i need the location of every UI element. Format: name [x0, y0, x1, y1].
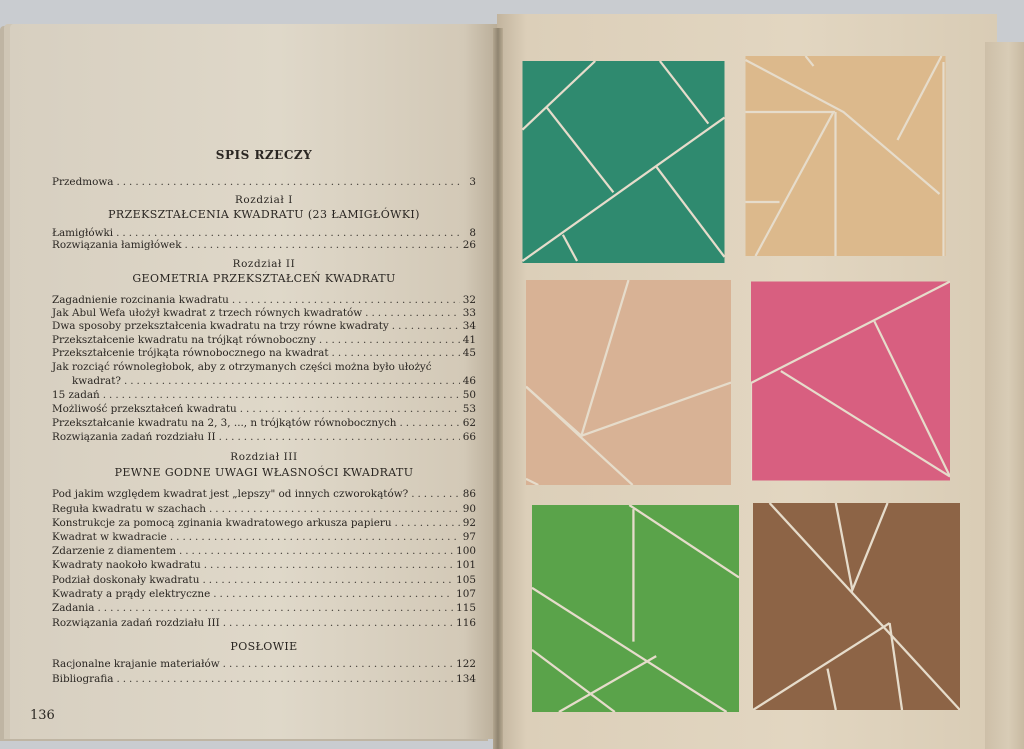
afterword-title: POSŁOWIE [230, 640, 298, 653]
toc-entry: kwadrat? ..... 46 [72, 375, 476, 387]
tile-pink-svg [751, 281, 950, 481]
tile-tan-svg [744, 56, 947, 256]
toc-entry: Przekształcenie kwadratu na trójkąt równoboczny ..... 41 [52, 334, 476, 346]
toc-entry: Rozwiązania zadań rozdziału II ..... 66 [52, 431, 476, 443]
toc-entry: Bibliografia ..... 134 [52, 673, 476, 685]
puzzle-tile-tan [744, 56, 947, 256]
toc-entry: Kwadraty a prądy elektryczne ..... 107 [52, 588, 476, 600]
tile-brown-svg [753, 503, 960, 710]
toc-title: SPIS RZECZY [215, 148, 313, 162]
chapter-title: PRZEKSZTAŁCENIA KWADRATU (23 ŁAMIGŁÓWKI) [108, 208, 420, 221]
puzzle-tile-pink [751, 281, 950, 481]
chapter-number: Rozdział II [232, 258, 296, 270]
toc-entry: Zdarzenie z diamentem ..... 100 [52, 545, 476, 557]
tile-teal-svg [522, 61, 725, 263]
puzzle-tile-brown [753, 503, 960, 710]
puzzle-tile-green [530, 505, 741, 712]
toc-entry: Rozwiązania zadań rozdziału III ..... 116 [52, 617, 476, 629]
toc-entry: Konstrukcje za pomocą zginania kwadratowego arkusza papieru ..... 92 [52, 517, 476, 529]
chapter-title: PEWNE GODNE UWAGI WŁASNOŚCI KWADRATU [114, 466, 414, 479]
tile-green-svg [530, 505, 741, 712]
toc-entry: Kwadraty naokoło kwadratu ..... 101 [52, 559, 476, 571]
toc-entry: Podział doskonały kwadratu ..... 105 [52, 574, 476, 586]
toc-entry: Pod jakim względem kwadrat jest „lepszy" od innych czworokątów? ..... 86 [52, 488, 476, 500]
page-number: 136 [30, 708, 55, 723]
toc-entry: Przekształcanie kwadratu na 2, 3, ..., n trójkątów równobocznych ..... 62 [52, 417, 476, 429]
toc-entry-preface: Przedmowa ..... 3 [52, 176, 476, 188]
toc-entry: Racjonalne krajanie materiałów ..... 122 [52, 658, 476, 670]
toc-entry: Kwadrat w kwadracie ..... 97 [52, 531, 476, 543]
toc-entry: Rozwiązania łamigłówek ..... 26 [52, 239, 476, 251]
toc-entry: Dwa sposoby przekształcenia kwadratu na trzy równe kwadraty ..... 34 [52, 320, 476, 332]
toc-entry: 15 zadań ..... 50 [52, 389, 476, 401]
toc-entry: Zadania ..... 115 [52, 602, 476, 614]
toc-entry: Łamigłówki ..... 8 [52, 227, 476, 239]
toc-entry: Zagadnienie rozcinania kwadratu ..... 32 [52, 294, 476, 306]
chapter-number: Rozdział I [235, 194, 293, 206]
book-spine [493, 28, 503, 749]
toc-entry: Przekształcenie trójkąta równobocznego na kwadrat ..... 45 [52, 347, 476, 359]
toc-entry-line: Jak rozciąć równoległobok, aby z otrzymanych części można było ułożyć [52, 361, 432, 373]
tile-peach-svg [526, 280, 731, 485]
toc-entry: Reguła kwadratu w szachach ..... 90 [52, 503, 476, 515]
page-edge [985, 42, 1024, 749]
toc-entry: Możliwość przekształceń kwadratu ..... 53 [52, 403, 476, 415]
chapter-title: GEOMETRIA PRZEKSZTAŁCEŃ KWADRATU [132, 272, 396, 285]
chapter-number: Rozdział III [230, 451, 298, 463]
toc-entry: Jak Abul Wefa ułożył kwadrat z trzech równych kwadratów ..... 33 [52, 307, 476, 319]
puzzle-tile-teal [522, 61, 725, 263]
puzzle-tile-peach [526, 280, 731, 485]
